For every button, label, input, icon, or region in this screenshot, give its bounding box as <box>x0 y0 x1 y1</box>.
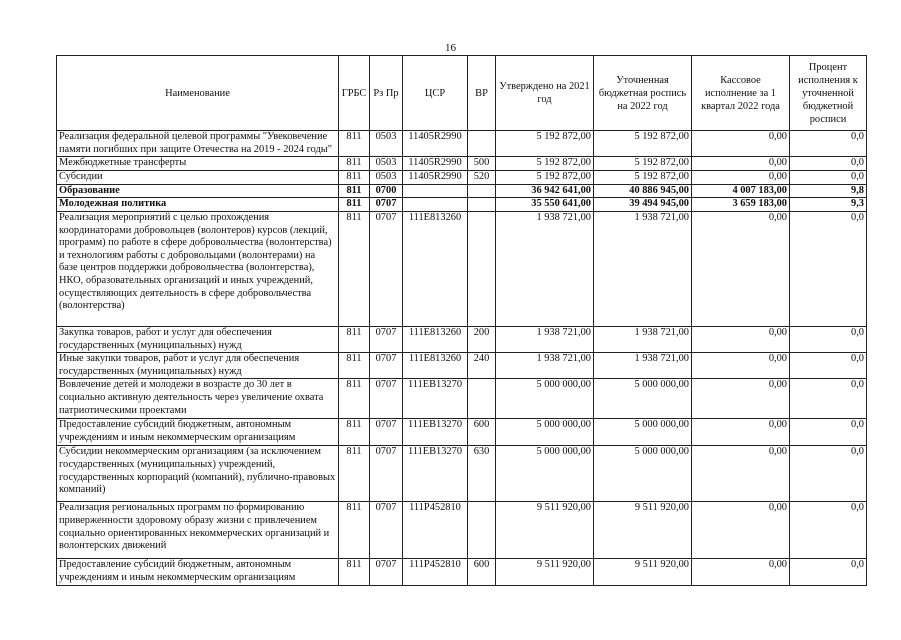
cell-csr <box>403 184 468 198</box>
cell-rzpr: 0707 <box>370 211 403 326</box>
cell-approved: 5 000 000,00 <box>496 446 594 502</box>
cell-csr: 111EB13270 <box>403 379 468 419</box>
cell-grbs: 811 <box>339 171 370 185</box>
cell-refined: 1 938 721,00 <box>594 326 692 352</box>
cell-csr: 111E813260 <box>403 326 468 352</box>
table-row <box>57 211 867 326</box>
table-row <box>57 559 867 586</box>
cell-cash: 0,00 <box>692 502 790 559</box>
cell-vr: 520 <box>468 171 496 185</box>
cell-percent: 0,0 <box>790 131 867 157</box>
table-row <box>57 379 867 419</box>
cell-name: Реализация региональных программ по формированию приверженности здоровому образу жизни с привлечением социально ориентированных некоммерческих организаций и волонтерских движений <box>57 502 339 559</box>
cell-grbs: 811 <box>339 326 370 352</box>
cell-name: Реализация федеральной целевой программы "Увековечение памяти погибших при защите Отечества на 2019 - 2024 годы" <box>57 131 339 157</box>
cell-csr: 11405R2990 <box>403 131 468 157</box>
cell-percent: 9,8 <box>790 184 867 198</box>
cell-csr: 111EB13270 <box>403 446 468 502</box>
cell-rzpr: 0707 <box>370 419 403 446</box>
cell-name: Субсидии <box>57 171 339 185</box>
cell-grbs: 811 <box>339 157 370 171</box>
cell-vr <box>468 131 496 157</box>
table-row <box>57 131 867 157</box>
header-row <box>57 56 867 131</box>
cell-vr: 600 <box>468 559 496 586</box>
cell-percent: 0,0 <box>790 353 867 379</box>
page-number: 16 <box>445 42 456 54</box>
cell-cash: 0,00 <box>692 379 790 419</box>
table-row <box>57 184 867 198</box>
cell-grbs: 811 <box>339 419 370 446</box>
table-row <box>57 446 867 502</box>
cell-vr: 600 <box>468 419 496 446</box>
cell-refined: 5 192 872,00 <box>594 171 692 185</box>
cell-approved: 5 192 872,00 <box>496 131 594 157</box>
cell-rzpr: 0707 <box>370 502 403 559</box>
cell-rzpr: 0707 <box>370 446 403 502</box>
cell-percent: 0,0 <box>790 157 867 171</box>
cell-grbs: 811 <box>339 131 370 157</box>
table-row <box>57 502 867 559</box>
cell-rzpr: 0707 <box>370 198 403 212</box>
cell-grbs: 811 <box>339 502 370 559</box>
cell-grbs: 811 <box>339 446 370 502</box>
cell-vr <box>468 198 496 212</box>
cell-name: Предоставление субсидий бюджетным, автономным учреждениям и иным некоммерческим организациям <box>57 559 339 586</box>
column-header-vr: ВР <box>468 56 496 131</box>
cell-cash: 0,00 <box>692 559 790 586</box>
cell-refined: 5 000 000,00 <box>594 446 692 502</box>
table-row <box>57 198 867 212</box>
cell-rzpr: 0503 <box>370 157 403 171</box>
cell-cash: 0,00 <box>692 211 790 326</box>
cell-refined: 40 886 945,00 <box>594 184 692 198</box>
cell-percent: 0,0 <box>790 326 867 352</box>
cell-refined: 39 494 945,00 <box>594 198 692 212</box>
cell-percent: 0,0 <box>790 171 867 185</box>
cell-approved: 5 000 000,00 <box>496 419 594 446</box>
cell-cash: 0,00 <box>692 157 790 171</box>
cell-rzpr: 0707 <box>370 559 403 586</box>
column-header-csr: ЦСР <box>403 56 468 131</box>
cell-grbs: 811 <box>339 198 370 212</box>
cell-grbs: 811 <box>339 379 370 419</box>
table-row <box>57 157 867 171</box>
cell-approved: 1 938 721,00 <box>496 353 594 379</box>
cell-csr <box>403 198 468 212</box>
cell-approved: 9 511 920,00 <box>496 502 594 559</box>
table-row <box>57 353 867 379</box>
cell-approved: 5 000 000,00 <box>496 379 594 419</box>
cell-vr: 500 <box>468 157 496 171</box>
cell-percent: 0,0 <box>790 559 867 586</box>
cell-approved: 9 511 920,00 <box>496 559 594 586</box>
cell-cash: 0,00 <box>692 419 790 446</box>
cell-percent: 0,0 <box>790 502 867 559</box>
cell-rzpr: 0503 <box>370 171 403 185</box>
budget-table <box>56 55 867 586</box>
cell-approved: 1 938 721,00 <box>496 211 594 326</box>
cell-grbs: 811 <box>339 211 370 326</box>
cell-refined: 9 511 920,00 <box>594 502 692 559</box>
cell-name: Иные закупки товаров, работ и услуг для обеспечения государственных (муниципальных) нужд <box>57 353 339 379</box>
cell-refined: 5 192 872,00 <box>594 157 692 171</box>
cell-cash: 0,00 <box>692 353 790 379</box>
cell-refined: 5 000 000,00 <box>594 419 692 446</box>
cell-cash: 4 007 183,00 <box>692 184 790 198</box>
cell-approved: 5 192 872,00 <box>496 157 594 171</box>
cell-csr: 111E813260 <box>403 211 468 326</box>
cell-refined: 1 938 721,00 <box>594 353 692 379</box>
cell-rzpr: 0700 <box>370 184 403 198</box>
cell-grbs: 811 <box>339 184 370 198</box>
column-header-cash: Кассовое исполнение за 1 квартал 2022 года <box>692 56 790 131</box>
table-body <box>57 131 867 586</box>
cell-percent: 0,0 <box>790 211 867 326</box>
cell-refined: 5 000 000,00 <box>594 379 692 419</box>
cell-rzpr: 0503 <box>370 131 403 157</box>
cell-vr <box>468 184 496 198</box>
cell-refined: 1 938 721,00 <box>594 211 692 326</box>
cell-name: Реализация мероприятий с целью прохождения координаторами добровольцев (волонтеров) курсов (лекций, программ) по работе в сфере добровольчества (волонтерства) и технологиям работы с добровольцами (волонтерами) на базе центров поддержки добровольчества (волонтерства), НКО, образовательных организаций и иных учреждений, осуществляющих деятельность в сфере добровольчества (волонтерства) <box>57 211 339 326</box>
cell-cash: 3 659 183,00 <box>692 198 790 212</box>
cell-rzpr: 0707 <box>370 326 403 352</box>
cell-approved: 1 938 721,00 <box>496 326 594 352</box>
column-header-rzpr: Рз Пр <box>370 56 403 131</box>
cell-name: Образование <box>57 184 339 198</box>
cell-vr <box>468 379 496 419</box>
cell-cash: 0,00 <box>692 326 790 352</box>
cell-grbs: 811 <box>339 559 370 586</box>
cell-percent: 9,3 <box>790 198 867 212</box>
table-row <box>57 419 867 446</box>
cell-name: Закупка товаров, работ и услуг для обеспечения государственных (муниципальных) нужд <box>57 326 339 352</box>
cell-csr: 11405R2990 <box>403 171 468 185</box>
cell-vr: 240 <box>468 353 496 379</box>
cell-percent: 0,0 <box>790 446 867 502</box>
cell-vr: 630 <box>468 446 496 502</box>
table-row <box>57 171 867 185</box>
cell-csr: 111EB13270 <box>403 419 468 446</box>
cell-grbs: 811 <box>339 353 370 379</box>
column-header-refined: Уточненная бюджетная роспись на 2022 год <box>594 56 692 131</box>
cell-csr: 111P452810 <box>403 502 468 559</box>
table-row <box>57 326 867 352</box>
cell-vr: 200 <box>468 326 496 352</box>
cell-name: Вовлечение детей и молодежи в возрасте до 30 лет в социально активную деятельность через увеличение охвата патриотическими проектами <box>57 379 339 419</box>
cell-rzpr: 0707 <box>370 353 403 379</box>
cell-csr: 11405R2990 <box>403 157 468 171</box>
cell-approved: 5 192 872,00 <box>496 171 594 185</box>
column-header-approved: Утверждено на 2021 год <box>496 56 594 131</box>
cell-cash: 0,00 <box>692 446 790 502</box>
cell-name: Предоставление субсидий бюджетным, автономным учреждениям и иным некоммерческим организациям <box>57 419 339 446</box>
cell-rzpr: 0707 <box>370 379 403 419</box>
cell-vr <box>468 211 496 326</box>
cell-refined: 5 192 872,00 <box>594 131 692 157</box>
cell-percent: 0,0 <box>790 379 867 419</box>
cell-vr <box>468 502 496 559</box>
column-header-percent: Процент исполнения к уточненной бюджетной росписи <box>790 56 867 131</box>
cell-csr: 111E813260 <box>403 353 468 379</box>
cell-name: Молодежная политика <box>57 198 339 212</box>
cell-name: Межбюджетные трансферты <box>57 157 339 171</box>
cell-approved: 36 942 641,00 <box>496 184 594 198</box>
cell-percent: 0,0 <box>790 419 867 446</box>
cell-csr: 111P452810 <box>403 559 468 586</box>
cell-cash: 0,00 <box>692 171 790 185</box>
cell-cash: 0,00 <box>692 131 790 157</box>
column-header-grbs: ГРБС <box>339 56 370 131</box>
column-header-name: Наименование <box>57 56 339 131</box>
cell-refined: 9 511 920,00 <box>594 559 692 586</box>
cell-approved: 35 550 641,00 <box>496 198 594 212</box>
cell-name: Субсидии некоммерческим организациям (за исключением государственных (муниципальных) учреждений, государственных корпораций (компаний), публично-правовых компаний) <box>57 446 339 502</box>
